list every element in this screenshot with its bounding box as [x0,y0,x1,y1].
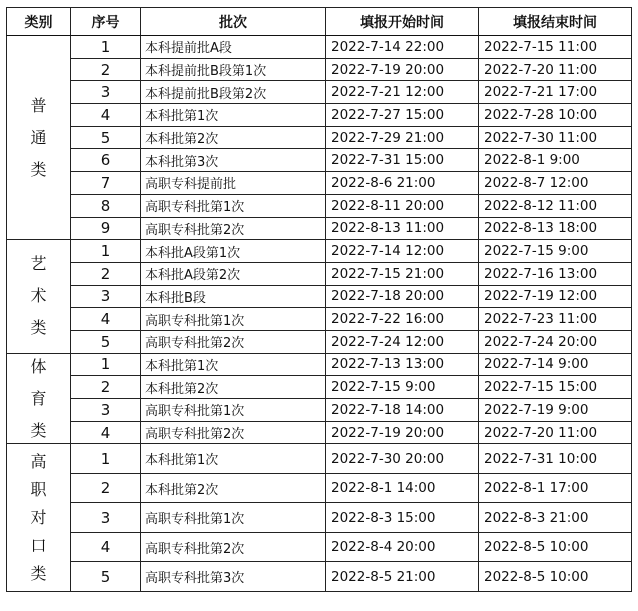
end-time-cell: 2022-8-3 21:00 [479,503,632,533]
number-cell: 3 [71,399,141,422]
end-time-cell: 2022-7-19 9:00 [479,399,632,422]
end-time-cell: 2022-8-7 12:00 [479,172,632,195]
table-row [7,503,632,533]
batch-cell: 高职专科批第1次 [141,399,326,422]
end-time-cell: 2022-7-16 13:00 [479,262,632,285]
table-row [7,532,632,562]
end-time-cell: 2022-8-1 9:00 [479,149,632,172]
table-row [7,240,632,263]
batch-cell: 本科提前批A段 [141,36,326,59]
table-body [7,36,632,592]
batch-cell: 本科批A段第2次 [141,262,326,285]
start-time-cell: 2022-7-21 12:00 [326,81,479,104]
table-row [7,444,632,474]
start-time-cell: 2022-7-13 13:00 [326,353,479,376]
number-cell: 2 [71,376,141,399]
batch-cell: 本科提前批B段第2次 [141,81,326,104]
start-time-cell: 2022-7-22 16:00 [326,308,479,331]
category-cell [7,444,71,592]
table-row [7,376,632,399]
batch-cell: 本科批B段 [141,285,326,308]
end-time-cell: 2022-7-31 10:00 [479,444,632,474]
table-row [7,172,632,195]
table-row [7,217,632,240]
end-time-cell: 2022-7-19 12:00 [479,285,632,308]
category-char: 艺 [30,254,47,274]
batch-cell: 高职专科批第2次 [141,532,326,562]
batch-cell: 高职专科批第2次 [141,330,326,353]
category-cell [7,353,71,444]
category-char: 体 [30,356,47,376]
start-time-cell: 2022-7-29 21:00 [326,126,479,149]
header-end-time: 填报结束时间 [479,8,632,36]
number-cell: 4 [71,308,141,331]
number-cell: 2 [71,473,141,503]
start-time-cell: 2022-7-14 12:00 [326,240,479,263]
number-cell: 9 [71,217,141,240]
category-char: 职 [30,479,47,499]
start-time-cell: 2022-8-1 14:00 [326,473,479,503]
table-row [7,58,632,81]
end-time-cell: 2022-7-24 20:00 [479,330,632,353]
header-batch: 批次 [141,8,326,36]
end-time-cell: 2022-7-15 15:00 [479,376,632,399]
start-time-cell: 2022-7-15 21:00 [326,262,479,285]
category-char: 类 [30,563,47,583]
batch-cell: 高职专科批第3次 [141,562,326,592]
category-char: 育 [30,388,47,408]
start-time-cell: 2022-7-19 20:00 [326,421,479,444]
number-cell: 3 [71,81,141,104]
category-char: 术 [30,286,47,306]
category-char: 普 [30,95,47,115]
start-time-cell: 2022-7-24 12:00 [326,330,479,353]
table-row [7,330,632,353]
end-time-cell: 2022-7-23 11:00 [479,308,632,331]
category-char: 类 [30,420,47,440]
start-time-cell: 2022-7-19 20:00 [326,58,479,81]
table-row [7,399,632,422]
number-cell: 1 [71,444,141,474]
number-cell: 6 [71,149,141,172]
table-row [7,353,632,376]
batch-cell: 高职专科批第1次 [141,503,326,533]
end-time-cell: 2022-8-12 11:00 [479,194,632,217]
category-char: 口 [30,535,47,555]
table-row [7,262,632,285]
table-row [7,308,632,331]
start-time-cell: 2022-7-18 14:00 [326,399,479,422]
batch-cell: 本科批第1次 [141,104,326,127]
end-time-cell: 2022-7-28 10:00 [479,104,632,127]
batch-cell: 本科批第1次 [141,353,326,376]
category-char: 高 [30,451,47,471]
end-time-cell: 2022-7-15 11:00 [479,36,632,59]
number-cell: 4 [71,532,141,562]
end-time-cell: 2022-7-20 11:00 [479,58,632,81]
table-row [7,421,632,444]
number-cell: 1 [71,240,141,263]
start-time-cell: 2022-8-3 15:00 [326,503,479,533]
number-cell: 5 [71,330,141,353]
batch-cell: 高职专科批第1次 [141,308,326,331]
batch-cell: 本科批第2次 [141,376,326,399]
category-cell [7,240,71,353]
category-char: 类 [30,318,47,338]
batch-cell: 本科批第3次 [141,149,326,172]
end-time-cell: 2022-7-20 11:00 [479,421,632,444]
start-time-cell: 2022-8-6 21:00 [326,172,479,195]
table-row [7,562,632,592]
batch-cell: 高职专科批第2次 [141,217,326,240]
start-time-cell: 2022-8-5 21:00 [326,562,479,592]
start-time-cell: 2022-7-30 20:00 [326,444,479,474]
number-cell: 8 [71,194,141,217]
table-row [7,36,632,59]
number-cell: 3 [71,503,141,533]
start-time-cell: 2022-8-4 20:00 [326,532,479,562]
table-row [7,104,632,127]
number-cell: 1 [71,36,141,59]
header-row [7,8,632,36]
end-time-cell: 2022-7-30 11:00 [479,126,632,149]
batch-cell: 本科批第1次 [141,444,326,474]
end-time-cell: 2022-7-14 9:00 [479,353,632,376]
number-cell: 1 [71,353,141,376]
number-cell: 4 [71,421,141,444]
end-time-cell: 2022-8-5 10:00 [479,532,632,562]
category-cell [7,36,71,240]
number-cell: 2 [71,262,141,285]
category-char: 类 [30,159,47,179]
batch-cell: 高职专科批第2次 [141,421,326,444]
end-time-cell: 2022-8-1 17:00 [479,473,632,503]
batch-cell: 本科批第2次 [141,473,326,503]
start-time-cell: 2022-8-13 11:00 [326,217,479,240]
end-time-cell: 2022-8-13 18:00 [479,217,632,240]
table-row [7,149,632,172]
number-cell: 5 [71,562,141,592]
number-cell: 7 [71,172,141,195]
start-time-cell: 2022-7-14 22:00 [326,36,479,59]
number-cell: 4 [71,104,141,127]
number-cell: 5 [71,126,141,149]
table-row [7,285,632,308]
header-category: 类别 [7,8,71,36]
table-row [7,81,632,104]
start-time-cell: 2022-7-18 20:00 [326,285,479,308]
end-time-cell: 2022-8-5 10:00 [479,562,632,592]
batch-cell: 本科批A段第1次 [141,240,326,263]
batch-cell: 本科提前批B段第1次 [141,58,326,81]
header-number: 序号 [71,8,141,36]
number-cell: 3 [71,285,141,308]
end-time-cell: 2022-7-15 9:00 [479,240,632,263]
batch-cell: 高职专科提前批 [141,172,326,195]
schedule-table [6,7,632,592]
start-time-cell: 2022-7-27 15:00 [326,104,479,127]
schedule-table-container [6,7,631,592]
table-row [7,126,632,149]
table-row [7,194,632,217]
batch-cell: 高职专科批第1次 [141,194,326,217]
header-start-time: 填报开始时间 [326,8,479,36]
batch-cell: 本科批第2次 [141,126,326,149]
table-row [7,473,632,503]
end-time-cell: 2022-7-21 17:00 [479,81,632,104]
start-time-cell: 2022-7-31 15:00 [326,149,479,172]
start-time-cell: 2022-8-11 20:00 [326,194,479,217]
number-cell: 2 [71,58,141,81]
category-char: 通 [30,127,47,147]
start-time-cell: 2022-7-15 9:00 [326,376,479,399]
category-char: 对 [30,507,47,527]
